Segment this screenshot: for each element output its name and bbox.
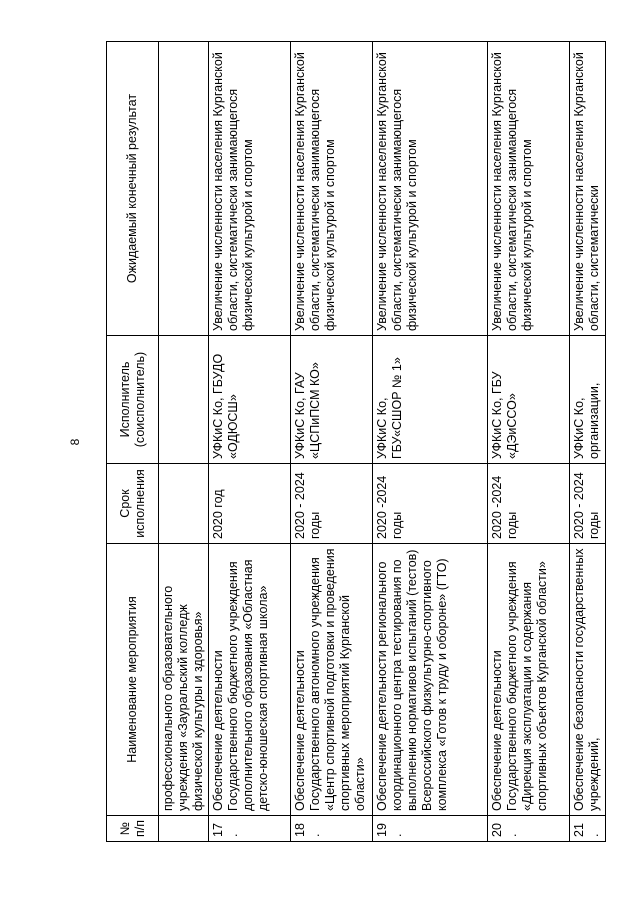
row-name: Обеспечение деятельности Государственного бюджетного учреждения дополнительного образования «Областная детско-юношеская спортивная школа» <box>209 544 291 816</box>
header-name: Наименование мероприятия <box>107 544 159 816</box>
row-name: Обеспечение деятельности Государственного бюджетного учреждения «Дирекция эксплуатации и содержания спортивных объектов Курганской области» <box>488 544 570 816</box>
table-row <box>570 42 606 842</box>
row-name: Обеспечение деятельности регионального координационного центра тестирования по выполнению нормативов испытаний (тестов) Всероссийского физкультурно-спортивного комплекса «Готов к труду и обороне» (ГТО) <box>373 544 488 816</box>
row-no: 21. <box>570 816 606 842</box>
row-term <box>159 464 209 544</box>
row-term: 2020 год <box>209 464 291 544</box>
row-executor: УФКиС Ко, ГБУДО «ОДЮСШ» <box>209 336 291 464</box>
header-no: № п/п <box>107 816 159 842</box>
row-no: 20. <box>488 816 570 842</box>
row-term: 2020 -2024 годы <box>373 464 488 544</box>
header-executor: Исполнитель (соисполнитель) <box>107 336 159 464</box>
row-result <box>159 42 209 336</box>
row-executor: УФКиС Ко, ГБУ «ДЭиССО» <box>488 336 570 464</box>
row-result: Увеличение численности населения Курганской области, систематически занимающегося физической культурой и спортом <box>209 42 291 336</box>
table-row <box>209 42 291 842</box>
page-number: 8 <box>68 438 82 446</box>
row-executor: УФКиС Ко, организации, <box>570 336 606 464</box>
row-name: Обеспечение безопасности государственных учреждений, <box>570 544 606 816</box>
table-row <box>373 42 488 842</box>
row-result: Увеличение численности населения Курганской области, систематически занимающегося физической культурой и спортом <box>488 42 570 336</box>
row-executor: УФКиС Ко, ГАУ «ЦСПиПСМ КО» <box>291 336 373 464</box>
header-result: Ожидаемый конечный результат <box>107 42 159 336</box>
table-row <box>159 42 209 842</box>
rotated-page <box>68 42 626 842</box>
row-no <box>159 816 209 842</box>
header-term: Срок исполнения <box>107 464 159 544</box>
table-row <box>488 42 570 842</box>
measures-table <box>106 41 606 842</box>
row-no: 19. <box>373 816 488 842</box>
row-no: 17. <box>209 816 291 842</box>
row-name: Обеспечение деятельности Государственного автономного учреждения «Центр спортивной подготовки и проведения спортивных мероприятий Курганской области» <box>291 544 373 816</box>
table-row <box>291 42 373 842</box>
row-result: Увеличение численности населения Курганской области, систематически занимающегося физической культурой и спортом <box>291 42 373 336</box>
row-term: 2020 -2024 годы <box>488 464 570 544</box>
row-no: 18. <box>291 816 373 842</box>
row-result: Увеличение численности населения Курганской области, систематически занимающегося физической культурой и спортом <box>373 42 488 336</box>
row-term: 2020 - 2024 годы <box>291 464 373 544</box>
row-result: Увеличение численности населения Курганской области, систематически <box>570 42 606 336</box>
row-executor: УФКиС Ко, ГБУ«СШОР № 1» <box>373 336 488 464</box>
row-name: профессионального образовательного учреждения «Зауральский колледж физической культуры и здоровья» <box>159 544 209 816</box>
table-header-row <box>107 42 159 842</box>
row-term: 2020 - 2024 годы <box>570 464 606 544</box>
row-executor <box>159 336 209 464</box>
